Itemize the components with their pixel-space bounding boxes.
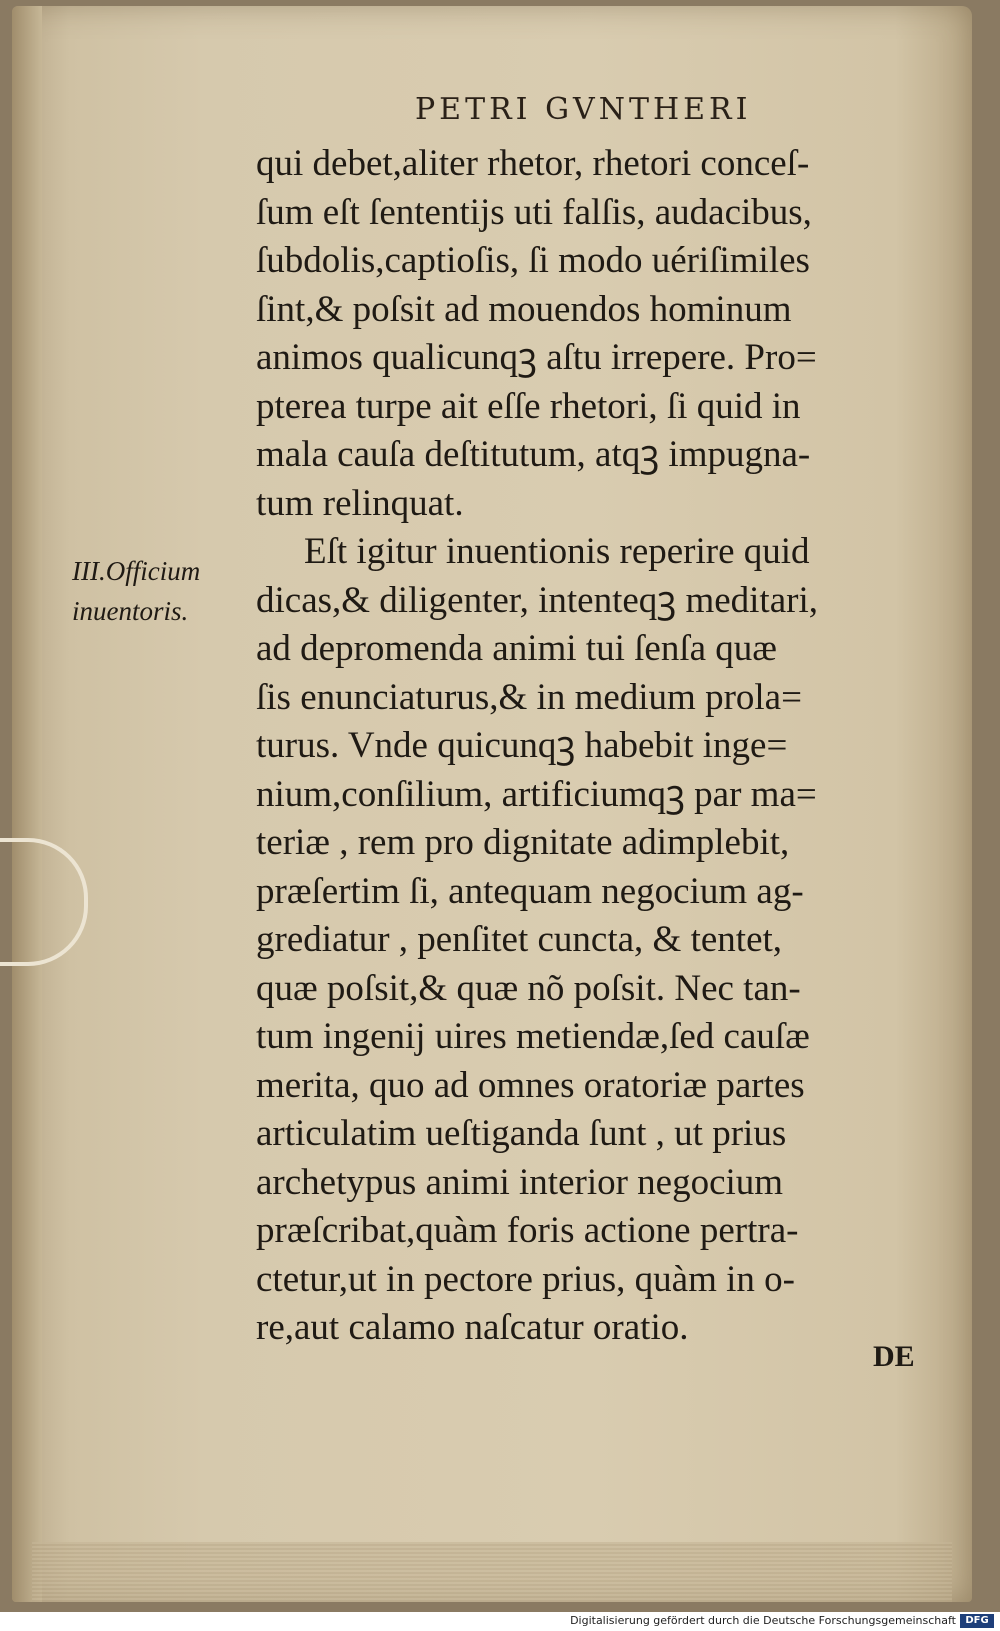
text-line: ſum eſt ſententijs uti falſis, audacibus, [256, 191, 812, 233]
text-line: ſis enunciaturus,& in medium prola= [256, 676, 802, 718]
text-line: nium,conſilium, artificiumqꝫ par ma= [256, 773, 817, 815]
body-text [256, 140, 936, 1353]
text-line: quæ poſsit,& quæ nõ poſsit. Nec tan- [256, 967, 801, 1009]
margin-note [72, 551, 252, 631]
catchword: DE [873, 1340, 915, 1373]
text-line: Eſt igitur inuentionis reperire quid [304, 531, 810, 572]
text-line: tum relinquat. [256, 482, 464, 524]
text-line: articulatim ueſtiganda ſunt , ut prius [256, 1113, 787, 1154]
page-stack-edge [32, 1542, 952, 1602]
text-line: merita, quo ad omnes oratoriæ partes [256, 1064, 805, 1106]
text-line: ad depromenda animi tui ſenſa quæ [256, 628, 777, 669]
text-line: pterea turpe ait eſſe rhetori, ſi quid in [256, 385, 801, 427]
text-line: archetypus animi interior negocium [256, 1161, 784, 1203]
page-gutter-edge [12, 6, 42, 1602]
margin-note-line: inuentoris. [72, 596, 189, 626]
text-line: teriæ , rem pro dignitate adimplebit, [256, 822, 790, 863]
margin-note-line: III.Officium [72, 556, 201, 586]
text-line: turus. Vnde quicunqꝫ habebit inge= [256, 725, 788, 766]
running-head: PETRI GVNTHERI [415, 92, 752, 127]
text-line: mala cauſa deſtitutum, atqꝫ impugna- [256, 434, 811, 475]
text-line: ſint,& poſsit ad mouendos hominum [256, 288, 792, 330]
text-line: præſcribat,quàm foris actione pertra- [256, 1210, 799, 1251]
text-line: animos qualicunqꝫ aſtu irrepere. Pro= [256, 337, 817, 378]
text-line: ctetur,ut in pectore prius, quàm in o- [256, 1258, 795, 1300]
text-line: tum ingenij uires metiendæ,ſed cauſæ [256, 1016, 810, 1057]
text-line: re,aut calamo naſcatur oratio. [256, 1307, 689, 1348]
dfg-logo: DFG [960, 1614, 994, 1628]
text-line: præſertim ſi, antequam negocium ag- [256, 870, 804, 912]
text-line: dicas,& diligenter, intenteqꝫ meditari, [256, 579, 818, 621]
text-line: qui debet,aliter rhetor, rhetori conceſ- [256, 143, 810, 184]
text-line: ſubdolis,captioſis, ſi modo uériſimiles [256, 240, 810, 281]
digitization-footer [0, 1612, 1000, 1631]
text-line: grediatur , penſitet cuncta, & tentet, [256, 919, 783, 960]
footer-credit: Digitalisierung gefördert durch die Deutsche Forschungsgemeinschaft [570, 1614, 956, 1627]
